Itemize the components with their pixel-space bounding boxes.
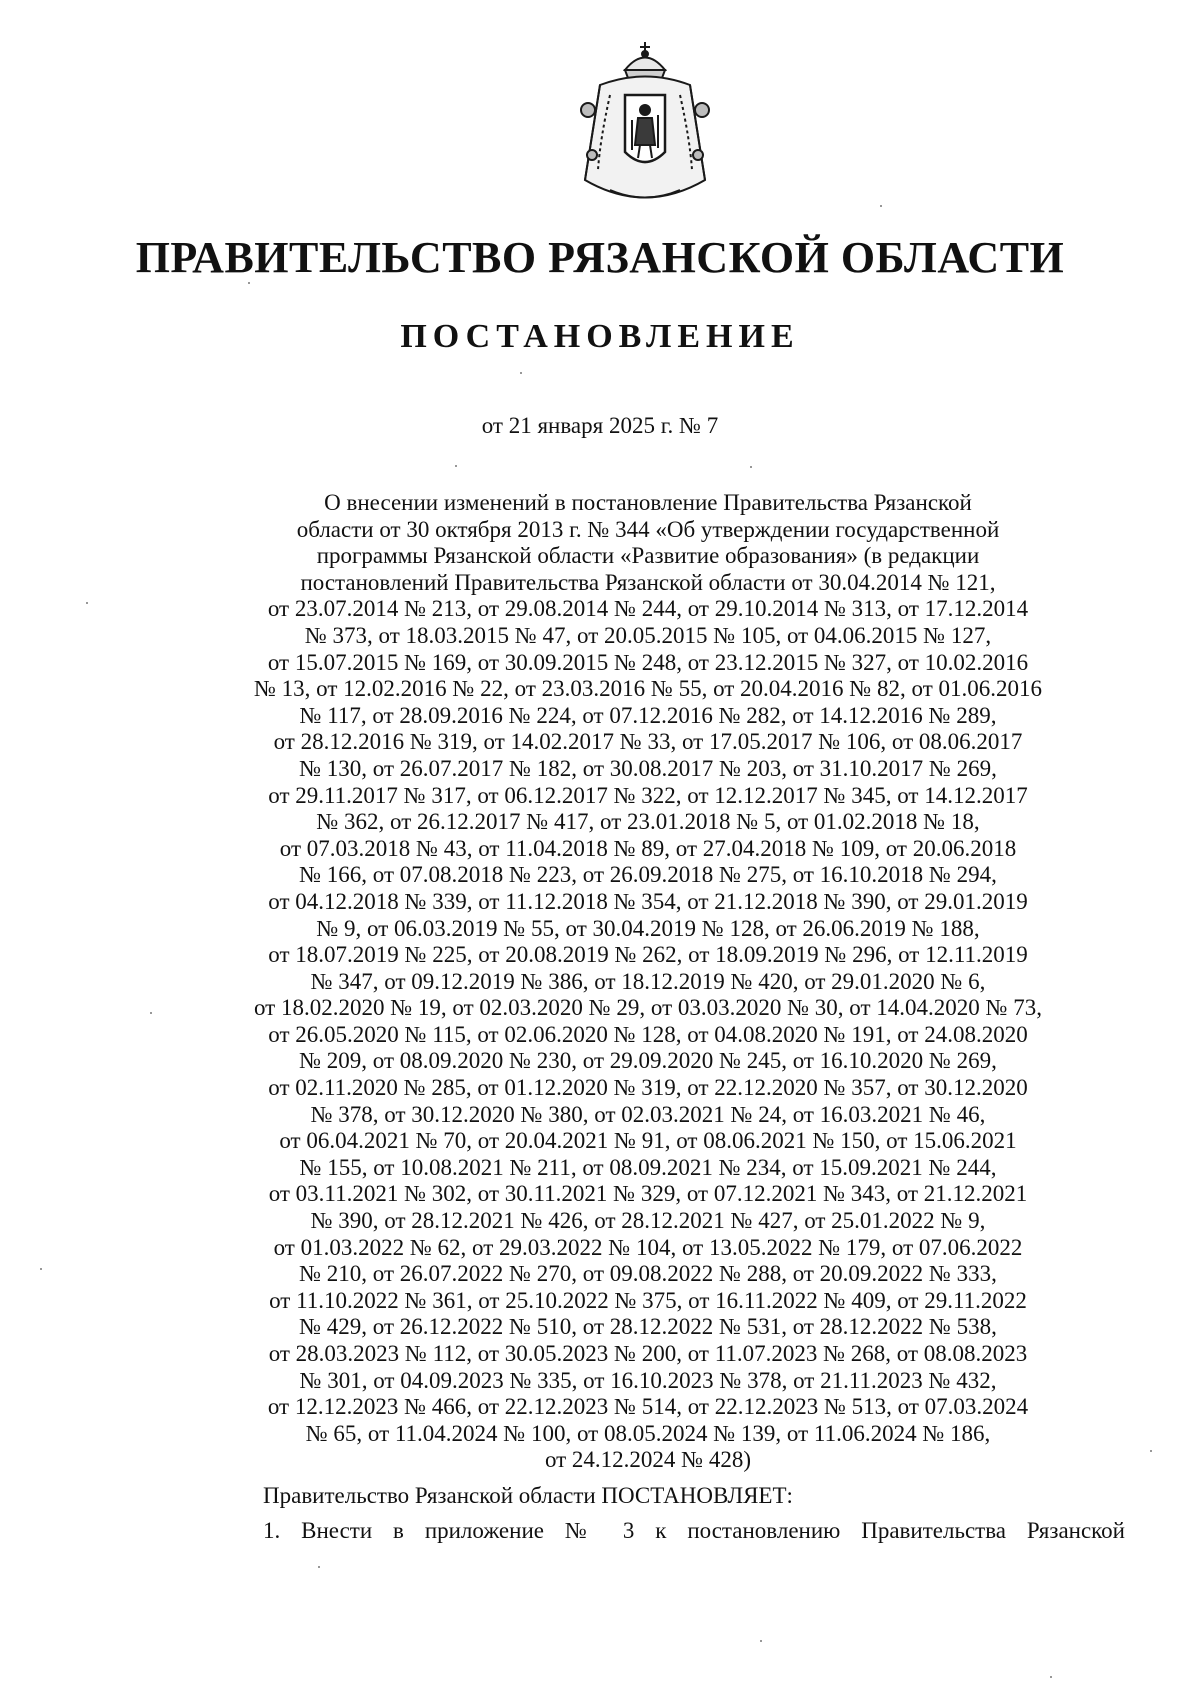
- subject-line: № 166, от 07.08.2018 № 223, от 26.09.2018 № 275, от 16.10.2018 № 294,: [299, 862, 997, 888]
- subject-line: от 26.05.2020 № 115, от 02.06.2020 № 128, от 04.08.2020 № 191, от 24.08.2020: [268, 1021, 1028, 1047]
- subject-line: № 130, от 26.07.2017 № 182, от 30.08.2017 № 203, от 31.10.2017 № 269,: [299, 755, 997, 781]
- subject-line: области от 30 октября 2013 г. № 344 «Об утверждении государственной: [296, 516, 1000, 542]
- subject-line: от 02.11.2020 № 285, от 01.12.2020 № 319, от 22.12.2020 № 357, от 30.12.2020: [268, 1075, 1028, 1101]
- organization-title: ПРАВИТЕЛЬСТВО РЯЗАНСКОЙ ОБЛАСТИ: [135, 233, 1065, 282]
- subject-line: № 13, от 12.02.2016 № 22, от 23.03.2016 № 55, от 20.04.2016 № 82, от 01.06.2016: [253, 676, 1043, 702]
- subject-line: от 28.12.2016 № 319, от 14.02.2017 № 33, от 17.05.2017 № 106, от 08.06.2017: [273, 729, 1023, 755]
- subject-line: № 9, от 06.03.2019 № 55, от 30.04.2019 № 128, от 26.06.2019 № 188,: [316, 915, 980, 941]
- ryazan-coat-of-arms-icon: [570, 40, 720, 215]
- subject-line: от 29.11.2017 № 317, от 06.12.2017 № 322, от 12.12.2017 № 345, от 14.12.2017: [268, 782, 1028, 808]
- clause-1: 1. Внести в приложение № 3 к постановлению Правительства Рязанской: [263, 1518, 1125, 1543]
- subject-line: № 65, от 11.04.2024 № 100, от 08.05.2024 № 139, от 11.06.2024 № 186,: [305, 1420, 991, 1446]
- document-date-number: от 21 января 2025 г. № 7: [481, 413, 719, 438]
- subject-line: от 18.02.2020 № 19, от 02.03.2020 № 29, от 03.03.2020 № 30, от 14.04.2020 № 73,: [253, 995, 1043, 1021]
- subject-line: № 301, от 04.09.2023 № 335, от 16.10.2023 № 378, от 21.11.2023 № 432,: [299, 1367, 997, 1393]
- subject-line: от 28.03.2023 № 112, от 30.05.2023 № 200, от 11.07.2023 № 268, от 08.08.2023: [268, 1341, 1028, 1366]
- subject-line: от 01.03.2022 № 62, от 29.03.2022 № 104, от 13.05.2022 № 179, от 07.06.2022: [273, 1234, 1023, 1260]
- subject-line: от 23.07.2014 № 213, от 29.08.2014 № 244, от 29.10.2014 № 313, от 17.12.2014: [267, 596, 1029, 622]
- document-type: ПОСТАНОВЛЕНИЕ: [400, 318, 800, 355]
- subject-line: от 04.12.2018 № 339, от 11.12.2018 № 354, от 21.12.2018 № 390, от 29.01.2019: [268, 888, 1028, 914]
- subject-line: от 06.04.2021 № 70, от 20.04.2021 № 91, от 08.06.2021 № 150, от 15.06.2021: [279, 1128, 1017, 1154]
- subject-line: № 429, от 26.12.2022 № 510, от 28.12.2022 № 531, от 28.12.2022 № 538,: [299, 1314, 997, 1340]
- subject-line: от 24.12.2024 № 428): [544, 1447, 752, 1473]
- subject-line: № 362, от 26.12.2017 № 417, от 23.01.2018 № 5, от 01.02.2018 № 18,: [316, 809, 980, 835]
- subject-line: № 210, от 26.07.2022 № 270, от 09.08.2022 № 288, от 20.09.2022 № 333,: [299, 1261, 997, 1287]
- subject-line: № 390, от 28.12.2021 № 426, от 28.12.2021 № 427, от 25.01.2022 № 9,: [310, 1208, 986, 1234]
- subject-line: № 209, от 08.09.2020 № 230, от 29.09.2020 № 245, от 16.10.2020 № 269,: [299, 1048, 997, 1074]
- subject-line: № 155, от 10.08.2021 № 211, от 08.09.2021 № 234, от 15.09.2021 № 244,: [299, 1154, 997, 1180]
- subject-line: № 347, от 09.12.2019 № 386, от 18.12.2019 № 420, от 29.01.2020 № 6,: [310, 968, 986, 994]
- subject-line: постановлений Правительства Рязанской области от 30.04.2014 № 121,: [300, 569, 996, 595]
- subject-line: № 373, от 18.03.2015 № 47, от 20.05.2015 № 105, от 04.06.2015 № 127,: [304, 622, 992, 648]
- subject-line: № 378, от 30.12.2020 № 380, от 02.03.2021 № 24, от 16.03.2021 № 46,: [310, 1101, 986, 1127]
- subject-line: от 03.11.2021 № 302, от 30.11.2021 № 329, от 07.12.2021 № 343, от 21.12.2021: [268, 1181, 1028, 1207]
- subject-line: от 11.10.2022 № 361, от 25.10.2022 № 375, от 16.11.2022 № 409, от 29.11.2022: [269, 1287, 1027, 1313]
- preamble: Правительство Рязанской области ПОСТАНОВЛЯЕТ:: [263, 1483, 793, 1508]
- subject-line: от 12.12.2023 № 466, от 22.12.2023 № 514, от 22.12.2023 № 513, от 07.03.2024: [267, 1394, 1029, 1420]
- subject-line: от 15.07.2015 № 169, от 30.09.2015 № 248, от 23.12.2015 № 327, от 10.02.2016: [267, 649, 1029, 675]
- subject-line: О внесении изменений в постановление Правительства Рязанской: [324, 490, 972, 515]
- document-subject: [188, 490, 1108, 1474]
- subject-line: программы Рязанской области «Развитие образования» (в редакции: [316, 543, 980, 569]
- subject-line: от 07.03.2018 № 43, от 11.04.2018 № 89, от 27.04.2018 № 109, от 20.06.2018: [279, 835, 1017, 861]
- subject-line: от 18.07.2019 № 225, от 20.08.2019 № 262, от 18.09.2019 № 296, от 12.11.2019: [268, 942, 1028, 968]
- subject-line: № 117, от 28.09.2016 № 224, от 07.12.2016 № 282, от 14.12.2016 № 289,: [299, 702, 997, 728]
